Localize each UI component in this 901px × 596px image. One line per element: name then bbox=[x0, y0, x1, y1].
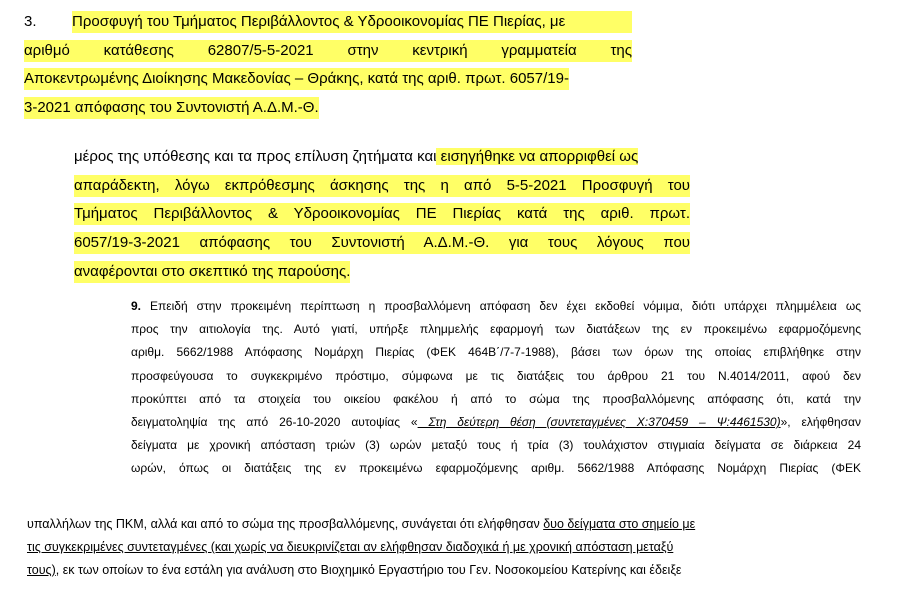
section-3-line-4: 3-2021 απόφασης του Συντονιστή Α.Δ.Μ.-Θ. bbox=[24, 97, 319, 119]
section-3-line-3: Αποκεντρωμένης Διοίκησης Μακεδονίας – Θράκης, κατά της αριθ. πρωτ. 6057/19- bbox=[24, 68, 569, 90]
paragraph-line-1-highlight: εισηγήθηκε να απορριφθεί ως bbox=[436, 148, 639, 165]
paragraph-line-1 bbox=[74, 146, 690, 168]
word: 62807/5-5-2021 bbox=[207, 42, 314, 59]
bottom-line-2: τις συγκεκριμένες συντεταγμένες (και χωρίς να διευκρινίζεται αν ελήφθησαν διαδοχικά ή με χρονική απόσταση μεταξύ bbox=[27, 540, 674, 554]
bottom-line-3-b: , εκ των οποίων το ένα εστάλη για ανάλυση στο Βιοχημικό Εργαστήριο του Γεν. Νοσοκομείου Κατερίνης και έδειξε bbox=[55, 563, 682, 577]
item-9-line-7: δείγματα με χρονική απόσταση τριών (3) ωρών μεταξύ τους ή τρία (3) τουλάχιστον στιγμιαία δείγματα σε διάρκεια 24 bbox=[131, 438, 861, 452]
word: της bbox=[610, 42, 632, 59]
word: στην bbox=[347, 42, 379, 59]
paragraph-line-4: 6057/19-3-2021 απόφασης του Συντονιστή Α.Δ.Μ.-Θ. για τους λόγους που bbox=[74, 232, 690, 254]
item-9-line-6-a: δειγματοληψία της από 26-10-2020 αυτοψίας « bbox=[131, 415, 418, 429]
item-9-line-5: προκύπτει από τα στοιχεία του οικείου φακέλου ή από το σώμα της προσβαλλόμενης απόφασης ότι, κατά την bbox=[131, 392, 861, 406]
section-3-number: 3. bbox=[24, 13, 37, 30]
bottom-line-1-a: υπαλλήλων της ΠΚΜ, αλλά και από το σώμα της προσβαλλόμενης, συνάγεται ότι ελήφθησαν bbox=[27, 517, 544, 531]
paragraph-line-2: απαράδεκτη, λόγω εκπρόθεσμης άσκησης της η από 5-5-2021 Προσφυγή του bbox=[74, 175, 690, 197]
section-3-line-1 bbox=[72, 11, 632, 33]
bottom-line-1-underlined: δυο δείγματα στο σημείο με bbox=[543, 517, 696, 531]
paragraph-line-3: Τμήματος Περιβάλλοντος & Υδροοικονομίας ΠΕ Πιερίας κατά της αριθ. πρωτ. bbox=[74, 203, 690, 225]
item-9-line-1 bbox=[131, 296, 861, 316]
item-9-line-3: αριθμ. 5662/1988 Απόφασης Νομάρχη Πιερίας (ΦΕΚ 464Β΄/7-7-1988), βάσει των όρων της οποίας επιβλήθηκε στην bbox=[131, 345, 861, 359]
item-9-line-4: προσφεύγουσα το συγκεκριμένο πρόστιμο, σύμφωνα με τις διατάξεις του άρθρου 21 του Ν.4014/2011, αφού δεν bbox=[131, 369, 861, 383]
bottom-line-3 bbox=[27, 560, 760, 580]
paragraph-line-1-plain: μέρος της υπόθεσης και τα προς επίλυση ζητήματα και bbox=[74, 148, 437, 165]
bottom-line-3-underlined: τους) bbox=[27, 563, 56, 577]
bottom-line-1 bbox=[27, 514, 760, 534]
word: κεντρική bbox=[412, 42, 468, 59]
paragraph-line-5: αναφέρονται στο σκεπτικό της παρούσης. bbox=[74, 261, 350, 283]
item-9-number: 9. bbox=[131, 299, 142, 313]
word: κατάθεσης bbox=[103, 42, 174, 59]
word: αριθμό bbox=[24, 42, 70, 59]
item-9-line-6 bbox=[131, 412, 861, 432]
item-9-line-8: ωρών, όπως οι διατάξεις της εν προκειμένω εφαρμοζόμενης αριθμ. 5662/1988 Απόφασης Νομάρχη Πιερίας (ΦΕΚ bbox=[131, 461, 861, 475]
item-9-line-2: προς την αιτιολογία της. Αυτό γιατί, υπήρξε πλημμελής εφαρμογή των διατάξεων της εν προκειμένω εφαρμοζόμενης bbox=[131, 322, 861, 336]
item-9-coordinates-ref: Στη δεύτερη θέση (συντεταγμένες Χ:370459 – Ψ:4461530) bbox=[417, 415, 781, 429]
item-9-line-1-text: Επειδή στην προκειμένη περίπτωση η προσβαλλόμενη απόφαση δεν έχει εκδοθεί νόμιμα, διότι υπάρχει πλημμέλεια ως bbox=[141, 299, 861, 313]
section-3-line-1-text: Προσφυγή του Τμήματος Περιβάλλοντος & Υδροοικονομίας ΠΕ Πιερίας, με bbox=[72, 13, 566, 30]
section-3-line-2 bbox=[24, 40, 632, 62]
item-9-line-6-c: », ελήφθησαν bbox=[780, 415, 861, 429]
word: γραμματεία bbox=[501, 42, 577, 59]
